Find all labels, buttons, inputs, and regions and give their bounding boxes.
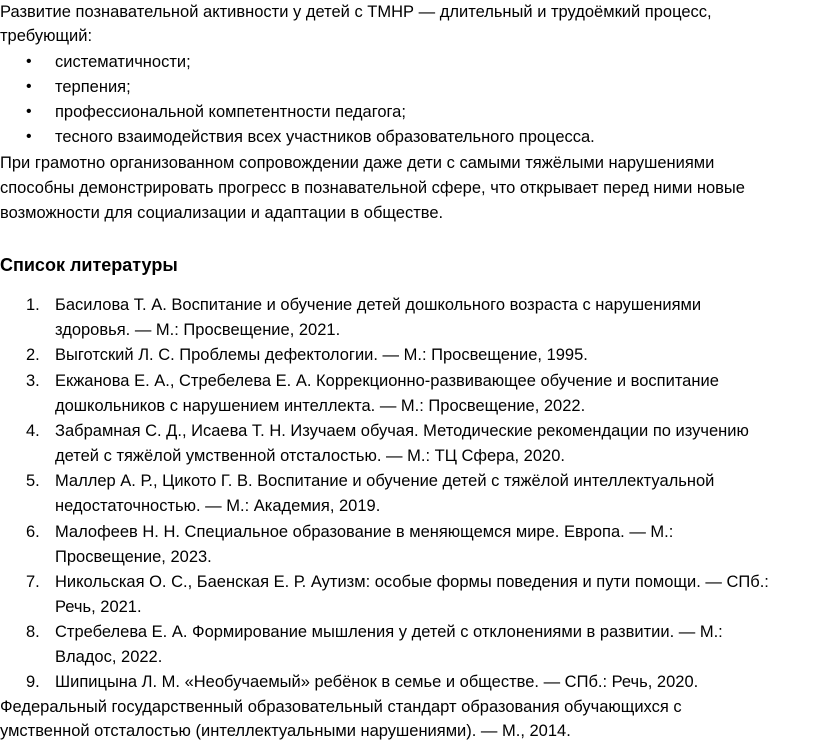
bullet-text: систематичности;: [55, 53, 191, 71]
reference-text: Маллер А. Р., Цикото Г. В. Воспитание и обучение детей с тяжёлой интеллектуальной: [55, 472, 715, 490]
reference-number: 6.: [26, 523, 40, 541]
reference-text: дошкольников с нарушением интеллекта. — М.: Просвещение, 2022.: [55, 397, 586, 415]
reference-text: детей с тяжёлой умственной отсталостью. — М.: ТЦ Сфера, 2020.: [55, 447, 565, 465]
reference-number: 4.: [26, 422, 40, 440]
reference-number: 5.: [26, 472, 40, 490]
closing-line-2: способны демонстрировать прогресс в познавательной сфере, что открывает перед ними новые: [0, 179, 745, 197]
bullet-text: тесного взаимодействия всех участников образовательного процесса.: [55, 128, 595, 146]
reference-text: Екжанова Е. А., Стребелева Е. А. Коррекционно-развивающее обучение и воспитание: [55, 372, 719, 390]
reference-text: здоровья. — М.: Просвещение, 2021.: [55, 321, 341, 339]
reference-text: Речь, 2021.: [55, 598, 142, 616]
reference-number: 3.: [26, 372, 40, 390]
bullet-text: профессиональной компетентности педагога;: [55, 103, 406, 121]
bullet-icon: •: [26, 103, 32, 120]
reference-text: Шипицына Л. М. «Необучаемый» ребёнок в семье и обществе. — СПб.: Речь, 2020.: [55, 673, 699, 691]
reference-text: Стребелева Е. А. Формирование мышления у детей с отклонениями в развитии. — М.:: [55, 623, 723, 641]
bullet-item: [0, 75, 808, 99]
reference-number: 8.: [26, 623, 40, 641]
bullet-item: [0, 125, 808, 149]
reference-number: 7.: [26, 573, 40, 591]
references-heading: Список литературы: [0, 255, 178, 275]
trailing-line-2: умственной отсталостью (интеллектуальными нарушениями). — М., 2014.: [0, 722, 571, 740]
intro-line-1: Развитие познавательной активности у детей с ТМНР — длительный и трудоёмкий процесс,: [0, 3, 712, 21]
reference-text: Забрамная С. Д., Исаева Т. Н. Изучаем обучая. Методические рекомендации по изучению: [55, 422, 749, 440]
reference-text: Басилова Т. А. Воспитание и обучение детей дошкольного возраста с нарушениями: [55, 296, 702, 314]
closing-line-1: При грамотно организованном сопровождении даже дети с самыми тяжёлыми нарушениями: [0, 154, 715, 172]
bullet-icon: •: [26, 53, 32, 70]
bullet-item: [0, 100, 808, 124]
trailing-line-1: Федеральный государственный образовательный стандарт образования обучающихся с: [0, 698, 682, 716]
intro-line-2: требующий:: [0, 27, 93, 45]
reference-number: 1.: [26, 296, 40, 314]
bullet-item: [0, 50, 808, 74]
reference-text: недостаточностью. — М.: Академия, 2019.: [55, 497, 381, 515]
reference-text: Владос, 2022.: [55, 648, 163, 666]
reference-number: 2.: [26, 346, 40, 364]
reference-text: Малофеев Н. Н. Специальное образование в меняющемся мире. Европа. — М.:: [55, 523, 674, 541]
bullet-icon: •: [26, 128, 32, 145]
bullet-text: терпения;: [55, 78, 131, 96]
reference-text: Просвещение, 2023.: [55, 548, 212, 566]
reference-text: Никольская О. С., Баенская Е. Р. Аутизм: особые формы поведения и пути помощи. — СПб.:: [55, 573, 769, 591]
closing-line-3: возможности для социализации и адаптации в обществе.: [0, 204, 444, 222]
bullet-icon: •: [26, 78, 32, 95]
reference-text: Выготский Л. С. Проблемы дефектологии. — М.: Просвещение, 1995.: [55, 346, 588, 364]
reference-number: 9.: [26, 673, 40, 691]
